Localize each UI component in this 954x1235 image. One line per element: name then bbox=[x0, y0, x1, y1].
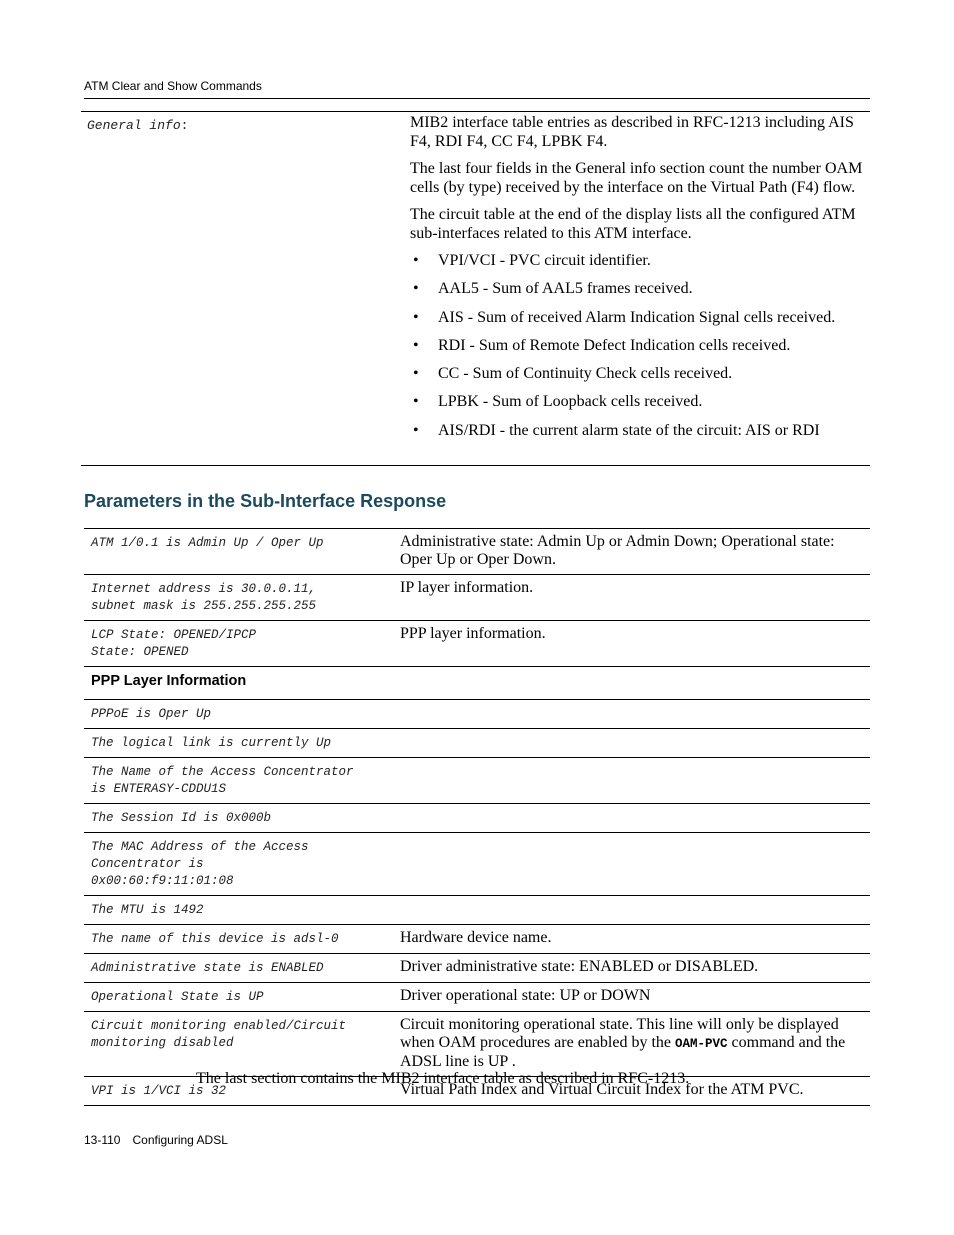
parameter-code-line: State: OPENED bbox=[91, 645, 189, 659]
parameter-code-line: The name of this device is adsl-0 bbox=[91, 932, 339, 946]
parameter-code-line: LCP State: OPENED/IPCP bbox=[91, 628, 257, 642]
parameter-cell bbox=[84, 1012, 392, 1077]
table-row bbox=[84, 833, 870, 896]
table-row bbox=[84, 983, 870, 1012]
table-top-rule bbox=[81, 111, 870, 112]
list-item bbox=[410, 309, 865, 328]
description-text: IP layer information. bbox=[400, 579, 534, 596]
parameter-cell bbox=[84, 575, 392, 621]
parameter-cell bbox=[84, 621, 392, 667]
bullet-icon: • bbox=[413, 421, 419, 439]
description-text: Administrative state: Admin Up or Admin Down; Operational state: Oper Up or Oper Down. bbox=[400, 533, 835, 568]
parameter-code-line: is ENTERASY-CDDU1S bbox=[91, 782, 227, 796]
parameter-code-line: The Name of the Access Concentrator bbox=[91, 765, 354, 779]
list-item-text: AAL5 - Sum of AAL5 frames received. bbox=[438, 280, 693, 298]
general-info-paragraph: The last four fields in the General info section count the number OAM cells (by type) received by the interface on the Virtual Path (F4) flow. bbox=[410, 160, 863, 196]
list-item bbox=[410, 422, 865, 441]
page-footer bbox=[84, 1133, 228, 1147]
parameter-code-line: Operational State is UP bbox=[91, 990, 264, 1004]
table-row bbox=[84, 575, 870, 621]
general-info-paragraph: The circuit table at the end of the display lists all the configured ATM sub-interfaces related to this ATM interface. bbox=[410, 206, 856, 242]
table-bottom-rule bbox=[81, 465, 870, 466]
parameter-code-line: Internet address is 30.0.0.11, bbox=[91, 582, 317, 596]
table-row bbox=[84, 758, 870, 804]
table-row bbox=[84, 729, 870, 758]
parameter-code-line: The MAC Address of the Access bbox=[91, 840, 309, 854]
list-item bbox=[410, 337, 865, 356]
list-item-text: LPBK - Sum of Loopback cells received. bbox=[438, 393, 703, 411]
running-header: ATM Clear and Show Commands bbox=[84, 79, 262, 93]
list-item bbox=[410, 280, 865, 299]
table-row bbox=[84, 700, 870, 729]
table-row bbox=[84, 896, 870, 925]
list-item bbox=[410, 393, 865, 412]
parameter-cell bbox=[84, 729, 392, 758]
description-part: Circuit monitoring operational state. This line will only be displayed when OAM procedures are enabled by the bbox=[400, 1016, 839, 1051]
description-text: Driver administrative state: ENABLED or DISABLED. bbox=[400, 958, 759, 975]
general-info-paragraph: MIB2 interface table entries as described in RFC-1213 including AIS F4, RDI F4, CC F4, LPBK F4. bbox=[410, 114, 854, 150]
description-cell bbox=[392, 700, 870, 729]
table-row bbox=[84, 804, 870, 833]
description-cell bbox=[392, 575, 870, 621]
description-cell bbox=[392, 621, 870, 667]
table-row bbox=[84, 1012, 870, 1077]
list-item bbox=[410, 365, 865, 384]
section-heading: Parameters in the Sub-Interface Response bbox=[84, 491, 447, 511]
parameter-cell bbox=[84, 758, 392, 804]
list-item-text: VPI/VCI - PVC circuit identifier. bbox=[438, 252, 651, 269]
general-info-label bbox=[87, 116, 188, 134]
parameter-cell bbox=[84, 925, 392, 954]
description-cell bbox=[392, 925, 870, 954]
chapter-title: Configuring ADSL bbox=[132, 1133, 228, 1147]
parameter-code-line: The logical link is currently Up bbox=[91, 736, 332, 750]
description-cell bbox=[392, 954, 870, 983]
bullet-icon: • bbox=[413, 252, 419, 269]
description-cell bbox=[392, 729, 870, 758]
parameter-code-line: 0x00:60:f9:11:01:08 bbox=[91, 874, 234, 888]
general-info-description bbox=[410, 114, 865, 450]
parameter-code-line: Administrative state is ENABLED bbox=[91, 961, 324, 975]
general-info-code: General info bbox=[87, 118, 181, 133]
parameter-code-line: The MTU is 1492 bbox=[91, 903, 204, 917]
description-text: Virtual Path Index and Virtual Circuit Index for the ATM PVC. bbox=[400, 1081, 804, 1098]
table-subheading-row bbox=[84, 667, 870, 700]
table-row bbox=[84, 529, 870, 575]
description-cell bbox=[392, 804, 870, 833]
description-text: PPP layer information. bbox=[400, 625, 546, 642]
list-item-text: CC - Sum of Continuity Check cells received. bbox=[438, 365, 733, 383]
description-text: Driver operational state: UP or DOWN bbox=[400, 987, 651, 1004]
table-subheading: PPP Layer Information bbox=[84, 667, 870, 700]
description-cell bbox=[392, 896, 870, 925]
closing-paragraph: The last section contains the MIB2 interface table as described in RFC-1213. bbox=[196, 1070, 690, 1087]
bullet-icon: • bbox=[413, 336, 419, 354]
description-cell bbox=[392, 1012, 870, 1077]
parameter-cell bbox=[84, 804, 392, 833]
bullet-icon: • bbox=[413, 280, 419, 298]
description-part: command and the ADSL line is UP . bbox=[400, 1034, 846, 1070]
parameter-cell bbox=[84, 529, 392, 575]
parameter-cell bbox=[84, 833, 392, 896]
description-cell bbox=[392, 758, 870, 804]
parameter-code-line: ATM 1/0.1 is Admin Up / Oper Up bbox=[91, 536, 324, 550]
header-rule bbox=[84, 98, 870, 99]
list-item-text: AIS/RDI - the current alarm state of the circuit: AIS or RDI bbox=[438, 421, 820, 439]
list-item bbox=[410, 252, 865, 271]
description-cell bbox=[392, 529, 870, 575]
parameter-code-line: monitoring disabled bbox=[91, 1036, 234, 1050]
list-item-text: AIS - Sum of received Alarm Indication Signal cells received. bbox=[438, 308, 836, 326]
parameter-cell bbox=[84, 700, 392, 729]
parameter-code-line: The Session Id is 0x000b bbox=[91, 811, 272, 825]
description-cell bbox=[392, 983, 870, 1012]
parameter-cell bbox=[84, 983, 392, 1012]
list-item-text: RDI - Sum of Remote Defect Indication cells received. bbox=[438, 336, 791, 354]
parameter-code-line: Circuit monitoring enabled/Circuit bbox=[91, 1019, 347, 1033]
command-name: OAM-PVC bbox=[675, 1037, 728, 1051]
description-text: Hardware device name. bbox=[400, 929, 552, 946]
parameter-cell bbox=[84, 954, 392, 983]
parameter-cell bbox=[84, 896, 392, 925]
parameter-code-line: subnet mask is 255.255.255.255 bbox=[91, 599, 317, 613]
parameters-table bbox=[84, 528, 870, 1106]
table-row bbox=[84, 621, 870, 667]
page-number: 13-110 bbox=[84, 1133, 121, 1147]
description-text bbox=[400, 1016, 864, 1071]
general-info-colon: : bbox=[180, 118, 189, 133]
bullet-icon: • bbox=[413, 393, 419, 411]
bullet-icon: • bbox=[413, 308, 419, 326]
bullet-icon: • bbox=[413, 365, 419, 383]
parameter-code-line: PPPoE is Oper Up bbox=[91, 707, 212, 721]
circuit-field-list bbox=[410, 252, 865, 440]
parameter-code-line: Concentrator is bbox=[91, 857, 204, 871]
description-cell bbox=[392, 833, 870, 896]
parameter-code-line: VPI is 1/VCI is 32 bbox=[91, 1084, 227, 1098]
table-row bbox=[84, 925, 870, 954]
table-row bbox=[84, 954, 870, 983]
